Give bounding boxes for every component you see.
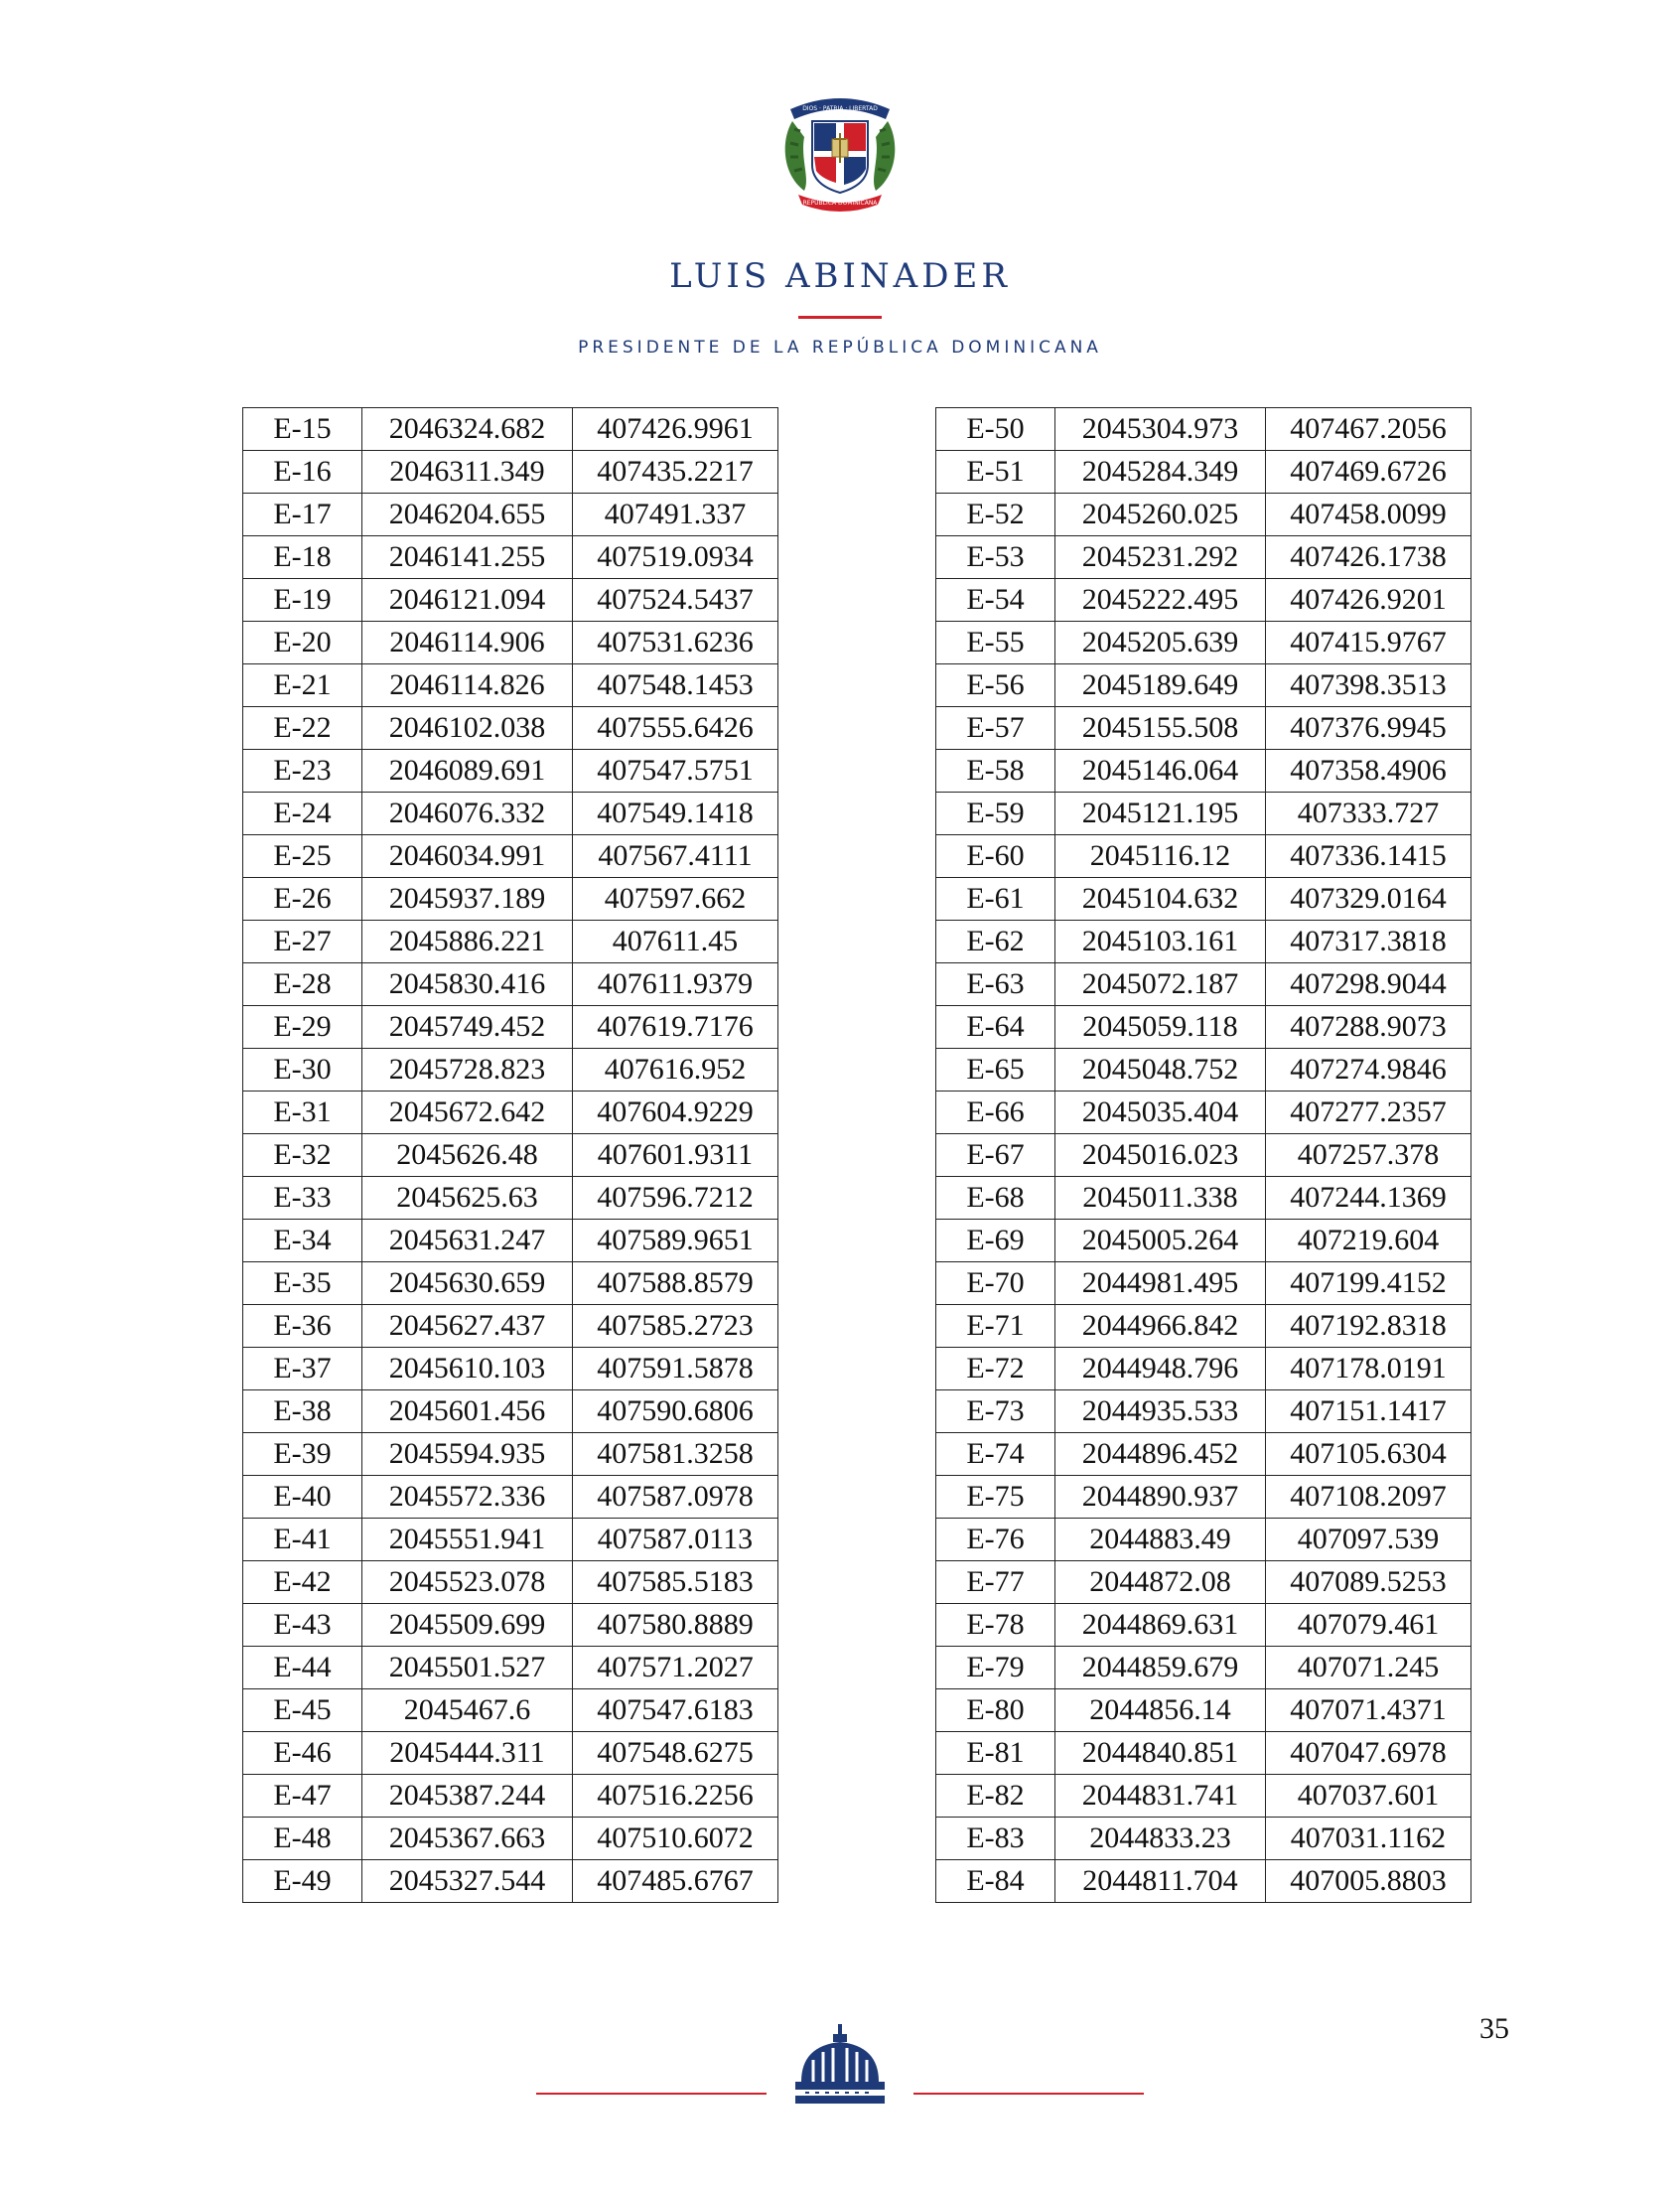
point-id-cell: E-43 [243, 1604, 362, 1647]
coordinate-y-cell: 2045005.264 [1055, 1220, 1266, 1262]
point-id-cell: E-73 [936, 1390, 1055, 1433]
coordinate-x-cell: 407089.5253 [1266, 1561, 1471, 1604]
table-row [243, 1262, 778, 1305]
coordinate-y-cell: 2045610.103 [362, 1348, 573, 1390]
table-row [936, 1775, 1471, 1818]
coordinate-x-cell: 407317.3818 [1266, 921, 1471, 963]
coordinate-y-cell: 2044833.23 [1055, 1818, 1266, 1860]
table-row [936, 878, 1471, 921]
coordinate-x-cell: 407485.6767 [573, 1860, 778, 1903]
coordinate-x-cell: 407031.1162 [1266, 1818, 1471, 1860]
table-row [243, 921, 778, 963]
coordinate-y-cell: 2045059.118 [1055, 1006, 1266, 1049]
table-row [936, 408, 1471, 451]
point-id-cell: E-57 [936, 707, 1055, 750]
point-id-cell: E-36 [243, 1305, 362, 1348]
point-id-cell: E-37 [243, 1348, 362, 1390]
point-id-cell: E-41 [243, 1519, 362, 1561]
coordinate-x-cell: 407415.9767 [1266, 622, 1471, 664]
coordinates-table-left-body [243, 408, 778, 1903]
coordinate-x-cell: 407580.8889 [573, 1604, 778, 1647]
coordinate-x-cell: 407435.2217 [573, 451, 778, 494]
coordinate-y-cell: 2045626.48 [362, 1134, 573, 1177]
coordinate-x-cell: 407219.604 [1266, 1220, 1471, 1262]
point-id-cell: E-52 [936, 494, 1055, 536]
table-row [936, 750, 1471, 793]
table-row [243, 1860, 778, 1903]
table-row [936, 1476, 1471, 1519]
coordinate-x-cell: 407587.0978 [573, 1476, 778, 1519]
coordinate-y-cell: 2045016.023 [1055, 1134, 1266, 1177]
point-id-cell: E-24 [243, 793, 362, 835]
coordinate-x-cell: 407288.9073 [1266, 1006, 1471, 1049]
coordinate-x-cell: 407619.7176 [573, 1006, 778, 1049]
point-id-cell: E-38 [243, 1390, 362, 1433]
coordinate-y-cell: 2046141.255 [362, 536, 573, 579]
coordinate-y-cell: 2045284.349 [1055, 451, 1266, 494]
table-row [243, 1305, 778, 1348]
point-id-cell: E-55 [936, 622, 1055, 664]
coordinate-x-cell: 407079.461 [1266, 1604, 1471, 1647]
point-id-cell: E-47 [243, 1775, 362, 1818]
point-id-cell: E-74 [936, 1433, 1055, 1476]
point-id-cell: E-46 [243, 1732, 362, 1775]
coordinate-x-cell: 407604.9229 [573, 1092, 778, 1134]
name-underline [798, 316, 882, 319]
point-id-cell: E-67 [936, 1134, 1055, 1177]
table-row [243, 1348, 778, 1390]
table-row [243, 1220, 778, 1262]
coordinate-x-cell: 407274.9846 [1266, 1049, 1471, 1092]
coordinate-y-cell: 2045327.544 [362, 1860, 573, 1903]
table-row [936, 1006, 1471, 1049]
coordinate-x-cell: 407105.6304 [1266, 1433, 1471, 1476]
coordinate-x-cell: 407333.727 [1266, 793, 1471, 835]
coordinate-y-cell: 2045104.632 [1055, 878, 1266, 921]
coordinate-x-cell: 407585.2723 [573, 1305, 778, 1348]
coordinate-x-cell: 407548.1453 [573, 664, 778, 707]
table-row [243, 835, 778, 878]
table-row [936, 536, 1471, 579]
coordinate-x-cell: 407547.5751 [573, 750, 778, 793]
coordinate-y-cell: 2045121.195 [1055, 793, 1266, 835]
point-id-cell: E-81 [936, 1732, 1055, 1775]
point-id-cell: E-28 [243, 963, 362, 1006]
coordinate-y-cell: 2046324.682 [362, 408, 573, 451]
point-id-cell: E-39 [243, 1433, 362, 1476]
point-id-cell: E-48 [243, 1818, 362, 1860]
point-id-cell: E-54 [936, 579, 1055, 622]
coordinate-y-cell: 2046121.094 [362, 579, 573, 622]
point-id-cell: E-40 [243, 1476, 362, 1519]
point-id-cell: E-80 [936, 1689, 1055, 1732]
table-row [243, 1049, 778, 1092]
table-row [243, 707, 778, 750]
coordinate-y-cell: 2044966.842 [1055, 1305, 1266, 1348]
table-row [936, 1390, 1471, 1433]
coordinates-table-right [935, 407, 1471, 1903]
coordinate-y-cell: 2045155.508 [1055, 707, 1266, 750]
table-row [243, 579, 778, 622]
point-id-cell: E-23 [243, 750, 362, 793]
table-row [243, 1604, 778, 1647]
coordinate-y-cell: 2046089.691 [362, 750, 573, 793]
point-id-cell: E-18 [243, 536, 362, 579]
table-row [243, 750, 778, 793]
coordinate-x-cell: 407037.601 [1266, 1775, 1471, 1818]
coordinate-x-cell: 407047.6978 [1266, 1732, 1471, 1775]
table-row [243, 451, 778, 494]
coordinate-y-cell: 2045231.292 [1055, 536, 1266, 579]
table-row [243, 622, 778, 664]
coordinate-y-cell: 2045551.941 [362, 1519, 573, 1561]
point-id-cell: E-21 [243, 664, 362, 707]
coordinate-x-cell: 407548.6275 [573, 1732, 778, 1775]
point-id-cell: E-58 [936, 750, 1055, 793]
coordinate-x-cell: 407199.4152 [1266, 1262, 1471, 1305]
point-id-cell: E-31 [243, 1092, 362, 1134]
coordinate-y-cell: 2044981.495 [1055, 1262, 1266, 1305]
coordinate-y-cell: 2044856.14 [1055, 1689, 1266, 1732]
coordinate-y-cell: 2045467.6 [362, 1689, 573, 1732]
point-id-cell: E-29 [243, 1006, 362, 1049]
point-id-cell: E-32 [243, 1134, 362, 1177]
coordinate-x-cell: 407567.4111 [573, 835, 778, 878]
coordinate-y-cell: 2045189.649 [1055, 664, 1266, 707]
coordinates-table-right-body [936, 408, 1471, 1903]
seal-motto: DIOS · PATRIA · LIBERTAD [802, 105, 878, 112]
coordinate-x-cell: 407329.0164 [1266, 878, 1471, 921]
coordinate-x-cell: 407426.9201 [1266, 579, 1471, 622]
table-row [936, 1305, 1471, 1348]
point-id-cell: E-22 [243, 707, 362, 750]
coordinate-x-cell: 407336.1415 [1266, 835, 1471, 878]
point-id-cell: E-34 [243, 1220, 362, 1262]
point-id-cell: E-59 [936, 793, 1055, 835]
table-row [936, 1818, 1471, 1860]
coordinate-x-cell: 407611.45 [573, 921, 778, 963]
coordinate-x-cell: 407097.539 [1266, 1519, 1471, 1561]
table-row [936, 707, 1471, 750]
point-id-cell: E-66 [936, 1092, 1055, 1134]
coordinate-x-cell: 407108.2097 [1266, 1476, 1471, 1519]
table-row [936, 1519, 1471, 1561]
coordinate-x-cell: 407616.952 [573, 1049, 778, 1092]
coordinate-y-cell: 2045222.495 [1055, 579, 1266, 622]
table-row [936, 1220, 1471, 1262]
coordinate-x-cell: 407516.2256 [573, 1775, 778, 1818]
coordinate-y-cell: 2044935.533 [1055, 1390, 1266, 1433]
coordinate-y-cell: 2045625.63 [362, 1177, 573, 1220]
point-id-cell: E-64 [936, 1006, 1055, 1049]
point-id-cell: E-72 [936, 1348, 1055, 1390]
coordinate-x-cell: 407571.2027 [573, 1647, 778, 1689]
coordinate-y-cell: 2044948.796 [1055, 1348, 1266, 1390]
coordinate-y-cell: 2045304.973 [1055, 408, 1266, 451]
coordinate-y-cell: 2045630.659 [362, 1262, 573, 1305]
coordinate-y-cell: 2045886.221 [362, 921, 573, 963]
table-row [243, 1134, 778, 1177]
coordinate-y-cell: 2045387.244 [362, 1775, 573, 1818]
coordinate-x-cell: 407071.245 [1266, 1647, 1471, 1689]
table-row [936, 451, 1471, 494]
table-row [936, 622, 1471, 664]
coordinate-y-cell: 2044859.679 [1055, 1647, 1266, 1689]
point-id-cell: E-79 [936, 1647, 1055, 1689]
coordinate-y-cell: 2044896.452 [1055, 1433, 1266, 1476]
coordinate-y-cell: 2044890.937 [1055, 1476, 1266, 1519]
table-row [936, 835, 1471, 878]
point-id-cell: E-35 [243, 1262, 362, 1305]
coordinate-y-cell: 2045728.823 [362, 1049, 573, 1092]
coordinate-y-cell: 2045594.935 [362, 1433, 573, 1476]
coordinate-y-cell: 2045444.311 [362, 1732, 573, 1775]
table-row [243, 1561, 778, 1604]
seal-ribbon: REPÚBLICA DOMINICANA [802, 200, 878, 207]
coordinate-x-cell: 407298.9044 [1266, 963, 1471, 1006]
coordinate-y-cell: 2045011.338 [1055, 1177, 1266, 1220]
coordinate-x-cell: 407519.0934 [573, 536, 778, 579]
table-row [243, 536, 778, 579]
coordinate-x-cell: 407590.6806 [573, 1390, 778, 1433]
point-id-cell: E-16 [243, 451, 362, 494]
coordinate-x-cell: 407591.5878 [573, 1348, 778, 1390]
coordinate-y-cell: 2044840.851 [1055, 1732, 1266, 1775]
point-id-cell: E-68 [936, 1177, 1055, 1220]
coordinate-x-cell: 407555.6426 [573, 707, 778, 750]
table-row [936, 1262, 1471, 1305]
coordinate-x-cell: 407524.5437 [573, 579, 778, 622]
point-id-cell: E-78 [936, 1604, 1055, 1647]
coordinate-x-cell: 407358.4906 [1266, 750, 1471, 793]
coordinate-y-cell: 2045523.078 [362, 1561, 573, 1604]
point-id-cell: E-53 [936, 536, 1055, 579]
coordinate-x-cell: 407151.1417 [1266, 1390, 1471, 1433]
coordinate-y-cell: 2046076.332 [362, 793, 573, 835]
point-id-cell: E-62 [936, 921, 1055, 963]
letterhead [0, 0, 1680, 377]
point-id-cell: E-17 [243, 494, 362, 536]
coordinate-x-cell: 407005.8803 [1266, 1860, 1471, 1903]
coordinate-x-cell: 407588.8579 [573, 1262, 778, 1305]
point-id-cell: E-56 [936, 664, 1055, 707]
table-row [243, 1519, 778, 1561]
coordinate-y-cell: 2045749.452 [362, 1006, 573, 1049]
coordinate-y-cell: 2045627.437 [362, 1305, 573, 1348]
coordinate-y-cell: 2046114.826 [362, 664, 573, 707]
point-id-cell: E-26 [243, 878, 362, 921]
coordinate-y-cell: 2044869.631 [1055, 1604, 1266, 1647]
point-id-cell: E-30 [243, 1049, 362, 1092]
coordinate-y-cell: 2046034.991 [362, 835, 573, 878]
table-row [243, 1732, 778, 1775]
coordinate-x-cell: 407277.2357 [1266, 1092, 1471, 1134]
coordinate-x-cell: 407611.9379 [573, 963, 778, 1006]
point-id-cell: E-84 [936, 1860, 1055, 1903]
coordinate-y-cell: 2046204.655 [362, 494, 573, 536]
table-row [243, 1818, 778, 1860]
table-row [243, 1006, 778, 1049]
coordinate-x-cell: 407596.7212 [573, 1177, 778, 1220]
point-id-cell: E-51 [936, 451, 1055, 494]
table-row [936, 921, 1471, 963]
table-row [936, 1860, 1471, 1903]
footer-rule-left [536, 2093, 767, 2095]
table-row [936, 1049, 1471, 1092]
table-row [243, 1647, 778, 1689]
table-row [243, 1177, 778, 1220]
point-id-cell: E-63 [936, 963, 1055, 1006]
table-row [936, 1348, 1471, 1390]
point-id-cell: E-71 [936, 1305, 1055, 1348]
page-number: 35 [1479, 2012, 1509, 2045]
table-row [243, 1390, 778, 1433]
president-name: LUIS ABINADER [669, 256, 1011, 296]
table-row [243, 664, 778, 707]
point-id-cell: E-25 [243, 835, 362, 878]
coordinate-x-cell: 407510.6072 [573, 1818, 778, 1860]
table-row [936, 1134, 1471, 1177]
point-id-cell: E-83 [936, 1818, 1055, 1860]
table-row [243, 494, 778, 536]
point-id-cell: E-44 [243, 1647, 362, 1689]
coordinate-x-cell: 407597.662 [573, 878, 778, 921]
table-row [936, 1604, 1471, 1647]
coordinate-x-cell: 407589.9651 [573, 1220, 778, 1262]
coordinate-y-cell: 2045601.456 [362, 1390, 573, 1433]
coordinate-y-cell: 2046114.906 [362, 622, 573, 664]
coordinate-x-cell: 407376.9945 [1266, 707, 1471, 750]
table-row [936, 664, 1471, 707]
coordinate-x-cell: 407601.9311 [573, 1134, 778, 1177]
table-row [243, 963, 778, 1006]
table-row [243, 408, 778, 451]
footer-rule-right [913, 2093, 1144, 2095]
point-id-cell: E-50 [936, 408, 1055, 451]
point-id-cell: E-61 [936, 878, 1055, 921]
point-id-cell: E-27 [243, 921, 362, 963]
point-id-cell: E-65 [936, 1049, 1055, 1092]
coordinate-x-cell: 407178.0191 [1266, 1348, 1471, 1390]
coordinate-y-cell: 2045260.025 [1055, 494, 1266, 536]
coordinate-y-cell: 2045830.416 [362, 963, 573, 1006]
table-row [243, 878, 778, 921]
table-row [936, 1433, 1471, 1476]
point-id-cell: E-60 [936, 835, 1055, 878]
coordinate-y-cell: 2045937.189 [362, 878, 573, 921]
table-row [243, 1433, 778, 1476]
table-row [936, 1647, 1471, 1689]
point-id-cell: E-70 [936, 1262, 1055, 1305]
point-id-cell: E-69 [936, 1220, 1055, 1262]
coordinate-x-cell: 407257.378 [1266, 1134, 1471, 1177]
coordinate-y-cell: 2046102.038 [362, 707, 573, 750]
table-row [936, 1177, 1471, 1220]
table-row [936, 1561, 1471, 1604]
palace-dome-icon [793, 2024, 887, 2110]
table-row [936, 1732, 1471, 1775]
coordinates-table-left [242, 407, 778, 1903]
table-row [936, 579, 1471, 622]
coordinate-x-cell: 407244.1369 [1266, 1177, 1471, 1220]
table-row [936, 963, 1471, 1006]
coordinate-y-cell: 2045035.404 [1055, 1092, 1266, 1134]
coordinate-y-cell: 2045146.064 [1055, 750, 1266, 793]
point-id-cell: E-76 [936, 1519, 1055, 1561]
coordinate-x-cell: 407587.0113 [573, 1519, 778, 1561]
coordinate-x-cell: 407547.6183 [573, 1689, 778, 1732]
table-row [243, 1775, 778, 1818]
table-row [243, 1092, 778, 1134]
coordinate-x-cell: 407071.4371 [1266, 1689, 1471, 1732]
table-row [243, 793, 778, 835]
point-id-cell: E-33 [243, 1177, 362, 1220]
coordinate-y-cell: 2045572.336 [362, 1476, 573, 1519]
coordinate-x-cell: 407426.1738 [1266, 536, 1471, 579]
point-id-cell: E-45 [243, 1689, 362, 1732]
coordinate-y-cell: 2044883.49 [1055, 1519, 1266, 1561]
table-row [936, 1689, 1471, 1732]
table-row [936, 793, 1471, 835]
point-id-cell: E-20 [243, 622, 362, 664]
table-row [243, 1476, 778, 1519]
point-id-cell: E-19 [243, 579, 362, 622]
coordinate-x-cell: 407549.1418 [573, 793, 778, 835]
coordinate-y-cell: 2045103.161 [1055, 921, 1266, 963]
point-id-cell: E-82 [936, 1775, 1055, 1818]
coordinate-y-cell: 2044872.08 [1055, 1561, 1266, 1604]
point-id-cell: E-42 [243, 1561, 362, 1604]
coordinate-x-cell: 407192.8318 [1266, 1305, 1471, 1348]
coordinate-y-cell: 2045631.247 [362, 1220, 573, 1262]
coordinate-y-cell: 2044831.741 [1055, 1775, 1266, 1818]
coordinate-y-cell: 2045116.12 [1055, 835, 1266, 878]
coordinate-y-cell: 2045672.642 [362, 1092, 573, 1134]
coordinate-x-cell: 407467.2056 [1266, 408, 1471, 451]
point-id-cell: E-77 [936, 1561, 1055, 1604]
table-row [936, 494, 1471, 536]
point-id-cell: E-75 [936, 1476, 1055, 1519]
coordinate-y-cell: 2045367.663 [362, 1818, 573, 1860]
coordinate-x-cell: 407531.6236 [573, 622, 778, 664]
coordinate-x-cell: 407491.337 [573, 494, 778, 536]
coordinate-y-cell: 2045048.752 [1055, 1049, 1266, 1092]
coordinate-x-cell: 407458.0099 [1266, 494, 1471, 536]
coordinate-x-cell: 407426.9961 [573, 408, 778, 451]
coordinate-y-cell: 2046311.349 [362, 451, 573, 494]
coordinate-y-cell: 2045509.699 [362, 1604, 573, 1647]
point-id-cell: E-15 [243, 408, 362, 451]
coordinate-y-cell: 2045501.527 [362, 1647, 573, 1689]
table-row [936, 1092, 1471, 1134]
coordinate-y-cell: 2044811.704 [1055, 1860, 1266, 1903]
dominican-coat-of-arms-icon [770, 79, 910, 218]
coordinate-y-cell: 2045072.187 [1055, 963, 1266, 1006]
president-title: PRESIDENTE DE LA REPÚBLICA DOMINICANA [578, 338, 1102, 358]
coordinate-y-cell: 2045205.639 [1055, 622, 1266, 664]
table-row [243, 1689, 778, 1732]
coordinate-x-cell: 407585.5183 [573, 1561, 778, 1604]
coordinate-x-cell: 407398.3513 [1266, 664, 1471, 707]
point-id-cell: E-49 [243, 1860, 362, 1903]
coordinate-x-cell: 407581.3258 [573, 1433, 778, 1476]
coordinate-x-cell: 407469.6726 [1266, 451, 1471, 494]
